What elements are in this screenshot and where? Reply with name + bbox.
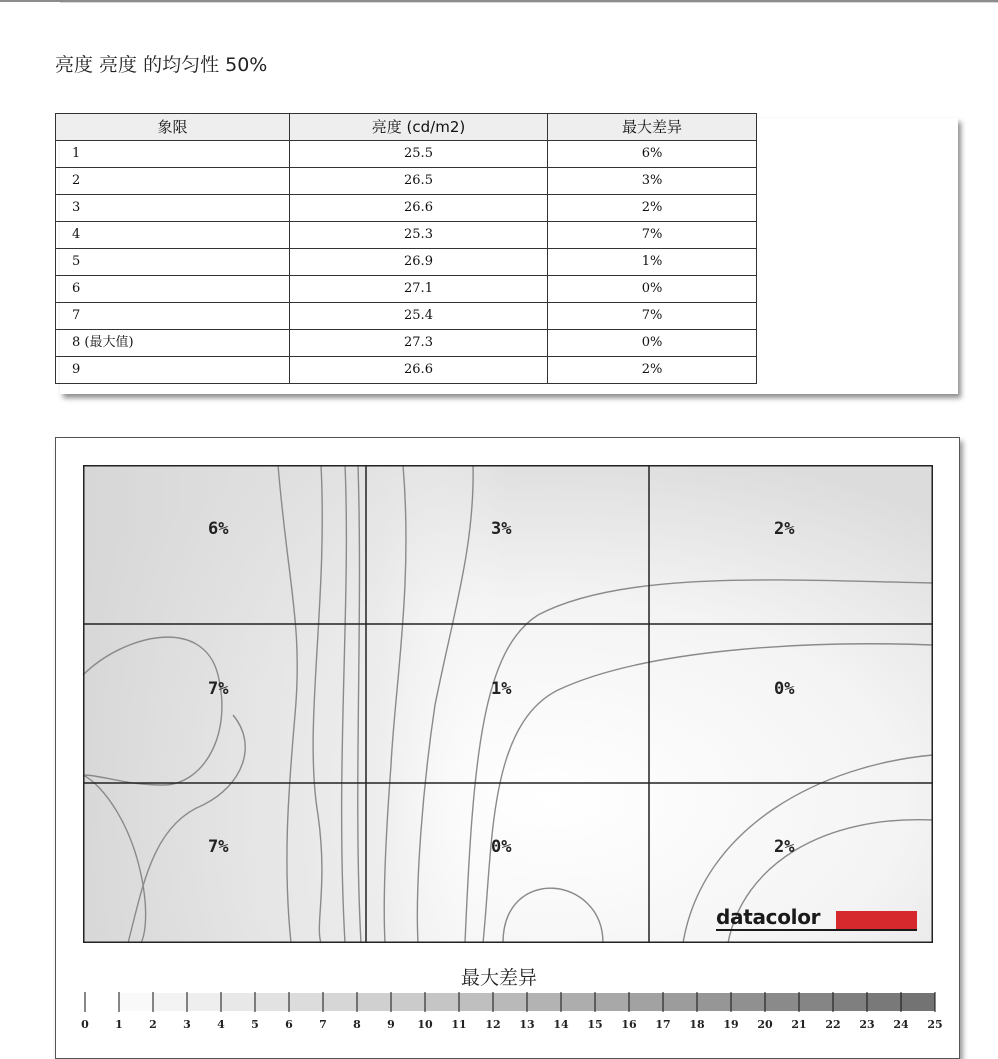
- table-row: [56, 168, 757, 195]
- zone-7-label: 7%: [208, 837, 229, 857]
- zone-cell: 7: [56, 303, 290, 330]
- legend-tick-label: 5: [251, 1018, 259, 1031]
- legend-tick-label: 6: [285, 1018, 293, 1031]
- legend-tick-label: 15: [587, 1018, 603, 1031]
- luminance-cell: 27.3: [290, 330, 548, 357]
- difference-scale-legend: [80, 990, 943, 1031]
- diff-cell: 1%: [548, 249, 757, 276]
- luminance-cell: 25.5: [290, 141, 548, 168]
- datacolor-logo-underline: [716, 929, 917, 931]
- luminance-cell: 26.6: [290, 357, 548, 384]
- legend-tick-label: 23: [859, 1018, 875, 1031]
- column-header-diff: 最大差异: [548, 114, 757, 141]
- zone-5-label: 1%: [491, 679, 512, 699]
- page-title: 亮度 亮度 的均匀性 50%: [55, 54, 268, 76]
- zone-6-label: 0%: [774, 679, 795, 699]
- zone-cell: 2: [56, 168, 290, 195]
- legend-tick-label: 4: [217, 1018, 225, 1031]
- luminance-cell: 26.5: [290, 168, 548, 195]
- legend-swatch: [357, 993, 391, 1011]
- legend-tick-label: 3: [183, 1018, 191, 1031]
- legend-swatch: [765, 993, 799, 1011]
- legend-tick-label: 1: [115, 1018, 123, 1031]
- diff-cell: 0%: [548, 276, 757, 303]
- zone-2-label: 3%: [491, 519, 512, 539]
- diff-cell: 3%: [548, 168, 757, 195]
- zone-3-label: 2%: [774, 519, 795, 539]
- luminance-cell: 26.9: [290, 249, 548, 276]
- legend-tick-label: 10: [417, 1018, 433, 1031]
- diff-cell: 2%: [548, 195, 757, 222]
- legend-tick-label: 18: [689, 1018, 705, 1031]
- legend-swatch: [85, 993, 119, 1011]
- legend-tick-label: 20: [757, 1018, 773, 1031]
- legend-tick-label: 16: [621, 1018, 637, 1031]
- table-row: [56, 330, 757, 357]
- legend-swatch: [425, 993, 459, 1011]
- legend-swatch: [595, 993, 629, 1011]
- legend-tick-label: 14: [553, 1018, 569, 1031]
- legend-tick-label: 13: [519, 1018, 535, 1031]
- legend-tick-label: 9: [387, 1018, 395, 1031]
- legend-tick-label: 17: [655, 1018, 671, 1031]
- legend-swatch: [561, 993, 595, 1011]
- table-row: [56, 222, 757, 249]
- legend-swatch: [629, 993, 663, 1011]
- zone-cell: 4: [56, 222, 290, 249]
- legend-tick-label: 24: [893, 1018, 909, 1031]
- zone-9-label: 2%: [774, 837, 795, 857]
- zone-8-label: 0%: [491, 837, 512, 857]
- luminance-table: [55, 113, 757, 384]
- datacolor-logo-text: datacolor: [716, 905, 821, 929]
- legend-tick-label: 19: [723, 1018, 739, 1031]
- zone-cell: 3: [56, 195, 290, 222]
- legend-tick-label: 25: [927, 1018, 943, 1031]
- legend-swatch: [833, 993, 867, 1011]
- diff-cell: 0%: [548, 330, 757, 357]
- table-row: [56, 195, 757, 222]
- legend-tick-label: 12: [485, 1018, 501, 1031]
- diff-cell: 6%: [548, 141, 757, 168]
- column-header-luminance: 亮度 (cd/m2): [290, 114, 548, 141]
- legend-swatch: [731, 993, 765, 1011]
- legend-swatch: [459, 993, 493, 1011]
- legend-swatch: [697, 993, 731, 1011]
- zone-1-label: 6%: [208, 519, 229, 539]
- table-header-row: [56, 114, 757, 141]
- legend-tick-label: 0: [81, 1018, 89, 1031]
- luminance-cell: 25.4: [290, 303, 548, 330]
- zone-4-label: 7%: [208, 679, 229, 699]
- table-row: [56, 141, 757, 168]
- legend-title: 最大差异: [460, 967, 537, 989]
- legend-tick-label: 2: [149, 1018, 157, 1031]
- table-row: [56, 303, 757, 330]
- table-row: [56, 276, 757, 303]
- table-row: [56, 249, 757, 276]
- zone-cell: 1: [56, 141, 290, 168]
- legend-tick-label: 7: [319, 1018, 327, 1031]
- diff-cell: 7%: [548, 303, 757, 330]
- zone-cell: 6: [56, 276, 290, 303]
- legend-swatch: [901, 993, 935, 1011]
- legend-tick-label: 21: [791, 1018, 807, 1031]
- luminance-cell: 27.1: [290, 276, 548, 303]
- legend-swatch: [663, 993, 697, 1011]
- top-border-inner: [60, 2, 998, 3]
- legend-swatch: [289, 993, 323, 1011]
- luminance-cell: 25.3: [290, 222, 548, 249]
- legend-swatch: [867, 993, 901, 1011]
- zone-cell: 9: [56, 357, 290, 384]
- legend-tick-label: 11: [451, 1018, 467, 1031]
- luminance-cell: 26.6: [290, 195, 548, 222]
- column-header-zone: 象限: [56, 114, 290, 141]
- legend-swatch: [221, 993, 255, 1011]
- legend-swatch: [153, 993, 187, 1011]
- zone-cell: 5: [56, 249, 290, 276]
- zone-cell: 8 (最大值): [56, 330, 290, 357]
- table-row: [56, 357, 757, 384]
- legend-swatch: [187, 993, 221, 1011]
- legend-swatch: [119, 993, 153, 1011]
- legend-tick-label: 8: [353, 1018, 361, 1031]
- legend-tick-label: 22: [825, 1018, 841, 1031]
- legend-swatch: [527, 993, 561, 1011]
- datacolor-logo-bar: [836, 911, 917, 929]
- legend-swatch: [391, 993, 425, 1011]
- legend-swatch: [255, 993, 289, 1011]
- legend-swatch: [493, 993, 527, 1011]
- diff-cell: 7%: [548, 222, 757, 249]
- legend-swatch: [323, 993, 357, 1011]
- legend-swatch: [799, 993, 833, 1011]
- diff-cell: 2%: [548, 357, 757, 384]
